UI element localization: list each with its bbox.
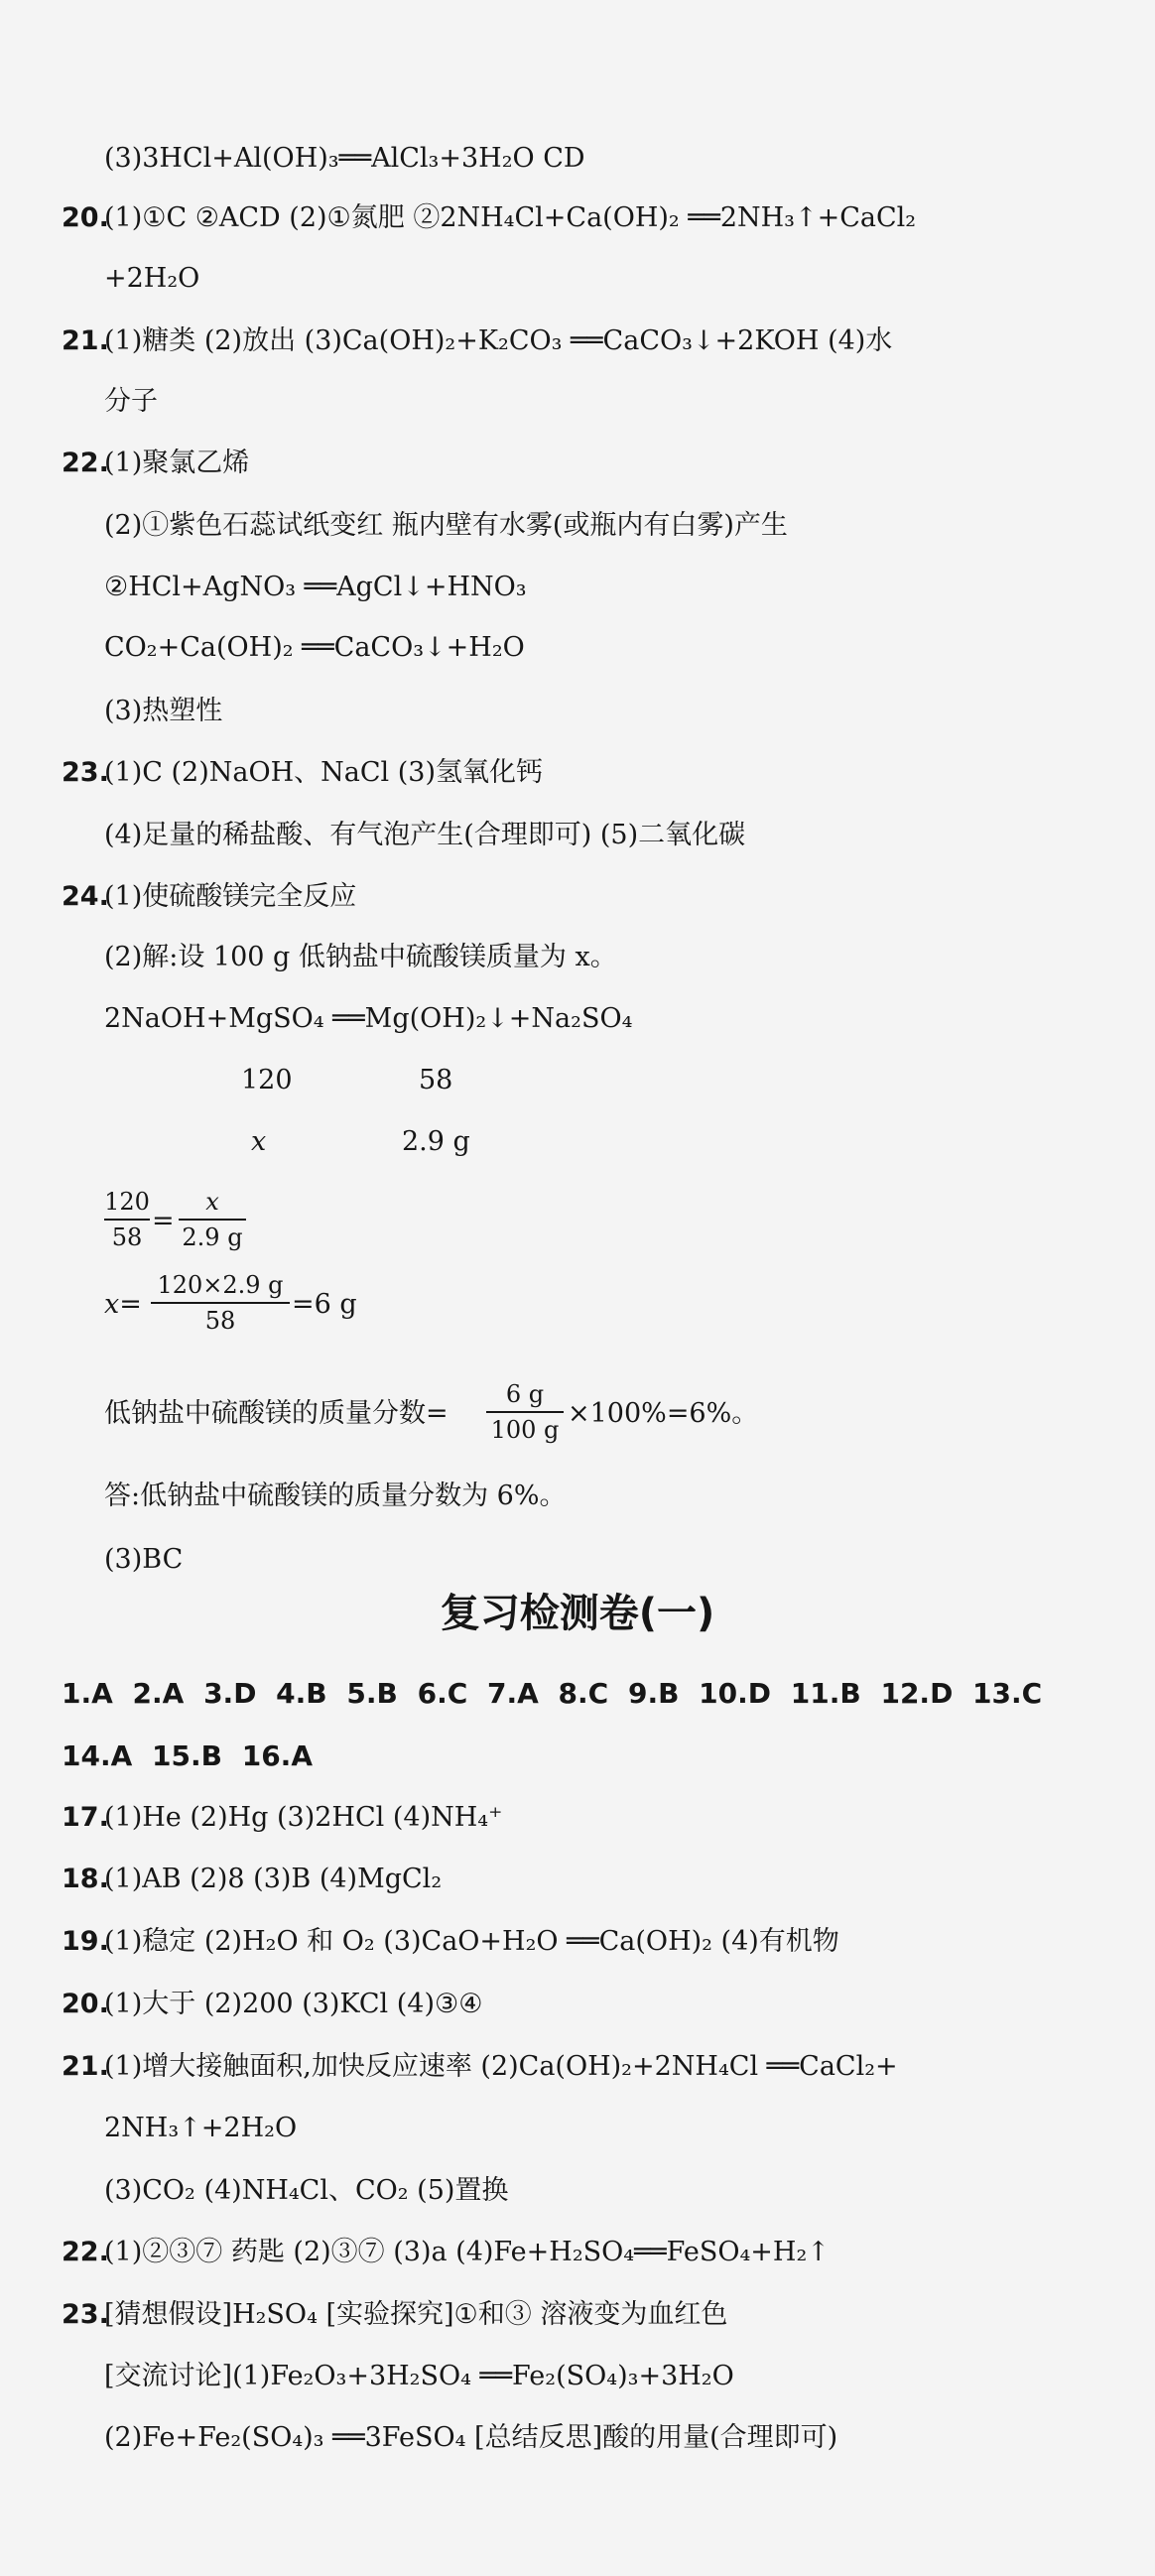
question-number: 21. xyxy=(62,325,109,356)
question-number: 20. xyxy=(62,1989,109,2019)
answer-line: (2)Fe+Fe₂(SO₄)₃ ══3FeSO₄ [总结反思]酸的用量(合理即可) xyxy=(104,2422,838,2453)
question-number: 22. xyxy=(62,448,109,478)
fraction-calc: 120×2.9 g 58 xyxy=(151,1270,290,1336)
answer-line: (2)解:设 100 g 低钠盐中硫酸镁质量为 x。 xyxy=(104,942,617,972)
stoich-value: 58 xyxy=(419,1065,453,1095)
answer-line: 答:低钠盐中硫酸镁的质量分数为 6%。 xyxy=(104,1481,567,1511)
mass-fraction-label: 低钠盐中硫酸镁的质量分数= xyxy=(104,1398,449,1429)
question-number: 20. xyxy=(62,202,109,233)
stoich-value: x xyxy=(251,1126,267,1157)
answer-line: (1)②③⑦ 药匙 (2)③⑦ (3)a (4)Fe+H₂SO₄══FeSO₄+H₂↑ xyxy=(104,2237,830,2267)
equals-sign: = xyxy=(152,1206,175,1236)
fraction-x-2.9g: x 2.9 g xyxy=(179,1187,246,1252)
answer-line: (3)CO₂ (4)NH₄Cl、CO₂ (5)置换 xyxy=(104,2175,509,2206)
x-result: =6 g xyxy=(292,1289,357,1320)
question-number: 21. xyxy=(62,2051,109,2082)
equation-line: 2NaOH+MgSO₄ ══Mg(OH)₂↓+Na₂SO₄ xyxy=(104,1003,633,1034)
question-number: 23. xyxy=(62,2299,109,2330)
section-title: 复习检测卷(一) xyxy=(440,1591,715,1636)
answer-line: (1)稳定 (2)H₂O 和 O₂ (3)CaO+H₂O ══Ca(OH)₂ (4)有机物 xyxy=(104,1926,839,1957)
answer-line: (1)使硫酸镁完全反应 xyxy=(104,881,357,912)
stoich-value: 120 xyxy=(241,1065,293,1095)
x-prefix: x= xyxy=(104,1289,142,1320)
answer-line: +2H₂O xyxy=(104,263,200,294)
question-number: 23. xyxy=(62,757,109,788)
fraction-120-58: 120 58 xyxy=(104,1188,150,1251)
question-number: 17. xyxy=(62,1802,109,1833)
question-number: 22. xyxy=(62,2237,109,2267)
answer-line: (1)聚氯乙烯 xyxy=(104,448,250,478)
answer-line: [猜想假设]H₂SO₄ [实验探究]①和③ 溶液变为血红色 xyxy=(104,2299,728,2330)
question-number: 24. xyxy=(62,881,109,912)
answer-line: (2)①紫色石蕊试纸变红 瓶内壁有水雾(或瓶内有白雾)产生 xyxy=(104,510,788,541)
answer-line: (1)He (2)Hg (3)2HCl (4)NH₄⁺ xyxy=(104,1802,503,1833)
stoich-value: 2.9 g xyxy=(402,1126,470,1157)
answer-line: (3)BC xyxy=(104,1544,184,1575)
answer-line: 2NH₃↑+2H₂O xyxy=(104,2113,298,2143)
answer-line: 分子 xyxy=(104,386,158,417)
answer-line: (4)足量的稀盐酸、有气泡产生(合理即可) (5)二氧化碳 xyxy=(104,820,746,850)
answer-line: (1)①C ②ACD (2)①氮肥 ②2NH₄Cl+Ca(OH)₂ ══2NH₃↑+CaCl₂ xyxy=(104,202,917,233)
answer-line: ②HCl+AgNO₃ ══AgCl↓+HNO₃ xyxy=(104,572,527,602)
answer-line: (1)大于 (2)200 (3)KCl (4)③④ xyxy=(104,1989,483,2019)
answer-line: (1)C (2)NaOH、NaCl (3)氢氧化钙 xyxy=(104,757,543,788)
answer-line: (3)3HCl+Al(OH)₃══AlCl₃+3H₂O CD xyxy=(104,143,585,174)
answer-line: CO₂+Ca(OH)₂ ══CaCO₃↓+H₂O xyxy=(104,632,525,663)
answer-line: (3)热塑性 xyxy=(104,696,223,726)
answer-line: (1)糖类 (2)放出 (3)Ca(OH)₂+K₂CO₃ ══CaCO₃↓+2KOH (4)水 xyxy=(104,325,893,356)
multiple-choice-row: 1.A 2.A 3.D 4.B 5.B 6.C 7.A 8.C 9.B 10.D 11.B 12.D 13.C xyxy=(62,1677,1043,1710)
answer-line: (1)AB (2)8 (3)B (4)MgCl₂ xyxy=(104,1864,443,1894)
answer-line: (1)增大接触面积,加快反应速率 (2)Ca(OH)₂+2NH₄Cl ══CaCl₂+ xyxy=(104,2051,898,2082)
question-number: 18. xyxy=(62,1864,109,1894)
multiple-choice-row: 14.A 15.B 16.A xyxy=(62,1739,313,1772)
fraction-mass: 6 g 100 g xyxy=(486,1379,564,1445)
mass-fraction-result: ×100%=6%。 xyxy=(568,1398,759,1429)
question-number: 19. xyxy=(62,1926,109,1957)
answer-line: [交流讨论](1)Fe₂O₃+3H₂SO₄ ══Fe₂(SO₄)₃+3H₂O xyxy=(104,2361,734,2391)
